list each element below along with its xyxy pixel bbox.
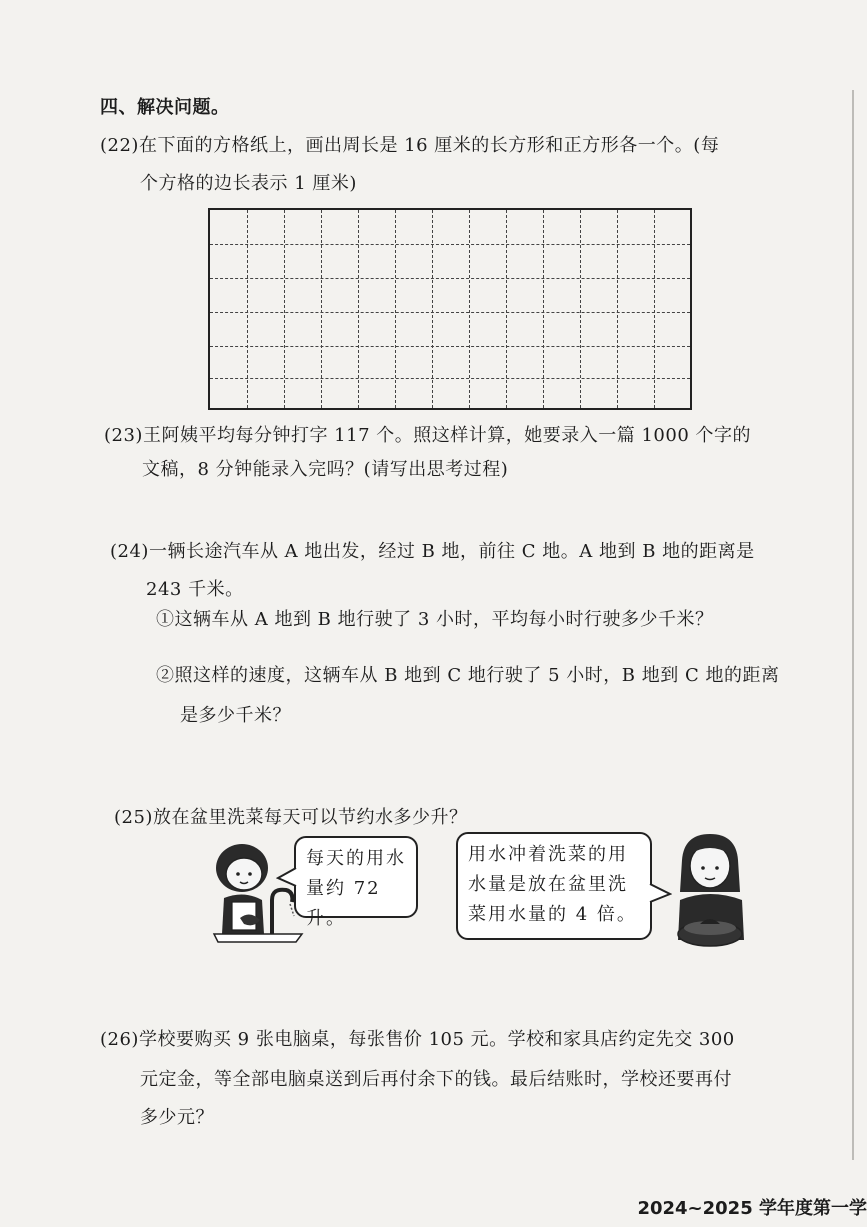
q22-text-line1: (22)在下面的方格纸上，画出周长是 16 厘米的长方形和正方形各一个。(每: [100, 135, 720, 156]
woman-with-basin-illustration: [664, 830, 756, 956]
speech-bubble-left: [294, 836, 418, 929]
footer-school-year: 2024~2025 学年度第一学: [637, 1198, 867, 1219]
bubble-left-tail: [276, 866, 298, 888]
page-edge-shadow: [852, 90, 854, 1160]
q26-text-line1: (26)学校要购买 9 张电脑桌，每张售价 105 元。学校和家具店约定先交 300: [100, 1029, 735, 1050]
speech-bubble-right: [456, 832, 652, 940]
q24-text-line2: 243 千米。: [146, 579, 244, 600]
bubble-left-line2: 量约 72 升。: [306, 878, 381, 929]
bubble-right-line1: 用水冲着洗菜的用: [468, 844, 628, 865]
q24-subquestion-2-line2: 是多少千米？: [180, 705, 291, 726]
q25-text-line1: (25)放在盆里洗菜每天可以节约水多少升？: [114, 807, 468, 828]
grid-line: [210, 312, 690, 313]
q26-text-line2: 元定金，等全部电脑桌送到后再付余下的钱。最后结账时，学校还要再付: [140, 1069, 732, 1090]
grid-line: [210, 346, 690, 347]
q24-text-line1: (24)一辆长途汽车从 A 地出发，经过 B 地，前往 C 地。A 地到 B 地的距离是: [110, 541, 755, 562]
graph-paper-grid[interactable]: [208, 208, 692, 410]
bubble-right-line3: 菜用水量的 4 倍。: [468, 904, 637, 925]
grid-line: [210, 278, 690, 279]
q23-text-line1: (23)王阿姨平均每分钟打字 117 个。照这样计算，她要录入一篇 1000 个字的: [104, 425, 751, 446]
q24-subquestion-2-line1: ②照这样的速度，这辆车从 B 地到 C 地行驶了 5 小时，B 地到 C 地的距离: [156, 665, 780, 686]
q22-text-line2: 个方格的边长表示 1 厘米): [140, 173, 357, 194]
grid-line: [210, 244, 690, 245]
bubble-right-line2: 水量是放在盆里洗: [468, 874, 628, 895]
q23-text-line2: 文稿，8 分钟能录入完吗？(请写出思考过程): [142, 459, 509, 480]
q26-text-line3: 多少元？: [140, 1107, 214, 1128]
section-title: 四、解决问题。: [100, 97, 230, 118]
q24-subquestion-1: ①这辆车从 A 地到 B 地行驶了 3 小时，平均每小时行驶多少千米？: [156, 609, 714, 630]
bubble-left-line1: 每天的用水: [306, 848, 406, 869]
grid-line: [210, 378, 690, 379]
